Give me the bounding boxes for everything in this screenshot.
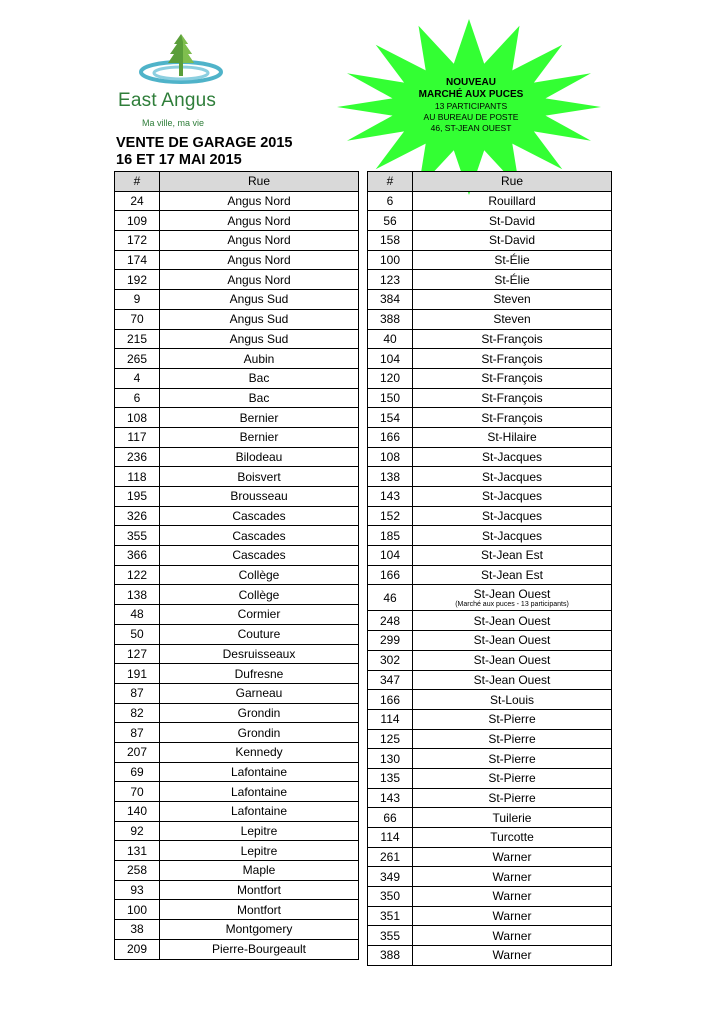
street-name: Bac [160, 368, 359, 388]
civic-number: 70 [115, 309, 160, 329]
table-row [115, 526, 359, 546]
street-name: Garneau [160, 683, 359, 703]
table-row [368, 270, 612, 290]
table-row [115, 664, 359, 684]
civic-number: 104 [368, 546, 413, 566]
civic-number: 50 [115, 624, 160, 644]
street-name: St-Jacques [413, 487, 612, 507]
table-row [368, 729, 612, 749]
civic-number: 349 [368, 867, 413, 887]
civic-number: 6 [368, 191, 413, 211]
table-row [368, 906, 612, 926]
civic-number: 117 [115, 427, 160, 447]
table-row [115, 329, 359, 349]
civic-number: 209 [115, 939, 160, 959]
table-row [368, 926, 612, 946]
civic-number: 87 [115, 723, 160, 743]
civic-number: 123 [368, 270, 413, 290]
table-row [368, 650, 612, 670]
street-name: Angus Nord [160, 250, 359, 270]
table-row [115, 742, 359, 762]
table-row [368, 585, 612, 611]
table-row [115, 644, 359, 664]
table-row [115, 900, 359, 920]
street-name: St-Jacques [413, 447, 612, 467]
street-name: Grondin [160, 723, 359, 743]
civic-number: 6 [115, 388, 160, 408]
street-name: St-Pierre [413, 749, 612, 769]
civic-number: 207 [115, 742, 160, 762]
street-name: St-Jacques [413, 526, 612, 546]
civic-number: 185 [368, 526, 413, 546]
table-row [115, 802, 359, 822]
civic-number: 384 [368, 290, 413, 310]
table-row [368, 211, 612, 231]
civic-number: 351 [368, 906, 413, 926]
table-header-row [115, 172, 359, 192]
civic-number: 135 [368, 768, 413, 788]
table-row [115, 624, 359, 644]
street-name: Warner [413, 926, 612, 946]
civic-number: 191 [115, 664, 160, 684]
street-name: Angus Sud [160, 329, 359, 349]
street-name: Rouillard [413, 191, 612, 211]
table-row [115, 880, 359, 900]
table-row [115, 782, 359, 802]
civic-number: 150 [368, 388, 413, 408]
civic-number: 302 [368, 650, 413, 670]
table-row [368, 447, 612, 467]
table-row [368, 867, 612, 887]
table-row [115, 349, 359, 369]
street-name: Lepitre [160, 841, 359, 861]
street-name: St-Jean Est [413, 546, 612, 566]
street-name: St-Jean Ouest [413, 670, 612, 690]
civic-number: 130 [368, 749, 413, 769]
street-name: St-François [413, 349, 612, 369]
burst-line-2: MARCHÉ AUX PUCES [418, 89, 524, 100]
table-row [368, 388, 612, 408]
civic-number: 355 [368, 926, 413, 946]
street-name: St-Jacques [413, 506, 612, 526]
street-name: Pierre-Bourgeault [160, 939, 359, 959]
civic-number: 265 [115, 349, 160, 369]
table-row [368, 847, 612, 867]
civic-number: 100 [368, 250, 413, 270]
street-name: St-François [413, 388, 612, 408]
street-name: St-Élie [413, 250, 612, 270]
table-row [115, 703, 359, 723]
table-row [368, 231, 612, 251]
table-row [115, 270, 359, 290]
street-column-header: Rue [160, 172, 359, 192]
street-name: Angus Sud [160, 290, 359, 310]
table-row [368, 631, 612, 651]
table-row [115, 939, 359, 959]
table-row [368, 368, 612, 388]
burst-line-3: 13 PARTICIPANTS [434, 101, 508, 111]
street-name: Warner [413, 867, 612, 887]
civic-number: 138 [368, 467, 413, 487]
civic-number: 108 [115, 408, 160, 428]
table-row [115, 762, 359, 782]
table-row [368, 887, 612, 907]
civic-number: 261 [368, 847, 413, 867]
street-name: Collège [160, 585, 359, 605]
street-name: Cascades [160, 546, 359, 566]
number-column-header: # [115, 172, 160, 192]
table-row [368, 768, 612, 788]
table-row [368, 526, 612, 546]
street-name: Desruisseaux [160, 644, 359, 664]
table-row [368, 250, 612, 270]
table-row [368, 749, 612, 769]
civic-number: 366 [115, 546, 160, 566]
street-name: Angus Sud [160, 309, 359, 329]
civic-number: 70 [115, 782, 160, 802]
civic-number: 114 [368, 709, 413, 729]
brand-name: East Angus [118, 90, 217, 111]
civic-number: 166 [368, 565, 413, 585]
street-name: Cormier [160, 605, 359, 625]
table-row [115, 250, 359, 270]
civic-number: 4 [115, 368, 160, 388]
table-row [115, 467, 359, 487]
civic-number: 87 [115, 683, 160, 703]
left-address-table [114, 171, 359, 960]
civic-number: 118 [115, 467, 160, 487]
street-name: St-Pierre [413, 768, 612, 788]
civic-number: 347 [368, 670, 413, 690]
street-name: Lepitre [160, 821, 359, 841]
civic-number: 388 [368, 309, 413, 329]
civic-number: 127 [115, 644, 160, 664]
tree-water-icon [136, 32, 226, 90]
civic-number: 192 [115, 270, 160, 290]
table-row [115, 231, 359, 251]
street-name: Cascades [160, 526, 359, 546]
civic-number: 125 [368, 729, 413, 749]
street-name-text: St-Jean Ouest [473, 586, 551, 601]
civic-number: 131 [115, 841, 160, 861]
table-row [115, 565, 359, 585]
table-row [115, 427, 359, 447]
civic-number: 56 [368, 211, 413, 231]
table-row [115, 309, 359, 329]
street-name: Angus Nord [160, 191, 359, 211]
table-row [115, 211, 359, 231]
new-flea-market-burst [336, 18, 602, 196]
table-row [368, 487, 612, 507]
civic-number: 109 [115, 211, 160, 231]
civic-number: 388 [368, 946, 413, 966]
table-row [368, 808, 612, 828]
civic-number: 143 [368, 487, 413, 507]
table-row [368, 946, 612, 966]
street-name: St-David [413, 211, 612, 231]
table-row [368, 788, 612, 808]
street-name: Cascades [160, 506, 359, 526]
street-name: Brousseau [160, 487, 359, 507]
right-address-table [367, 171, 612, 966]
civic-number: 48 [115, 605, 160, 625]
civic-number: 350 [368, 887, 413, 907]
burst-line-5: 46, ST-JEAN OUEST [430, 123, 512, 133]
street-name: Boisvert [160, 467, 359, 487]
table-row [115, 821, 359, 841]
street-name: St-Jean Ouest [413, 650, 612, 670]
table-row [115, 408, 359, 428]
street-name: Lafontaine [160, 802, 359, 822]
table-row [368, 408, 612, 428]
street-name: Lafontaine [160, 782, 359, 802]
street-column-header: Rue [413, 172, 612, 192]
street-name: St-Pierre [413, 788, 612, 808]
table-row [115, 191, 359, 211]
street-name: St-Jean Ouest [413, 631, 612, 651]
street-name [413, 585, 612, 611]
civic-number: 174 [115, 250, 160, 270]
civic-number: 122 [115, 565, 160, 585]
street-name: Lafontaine [160, 762, 359, 782]
street-name: Angus Nord [160, 270, 359, 290]
civic-number: 93 [115, 880, 160, 900]
civic-number: 166 [368, 690, 413, 710]
street-name: Angus Nord [160, 211, 359, 231]
street-name: St-Élie [413, 270, 612, 290]
street-name: Collège [160, 565, 359, 585]
table-row [368, 690, 612, 710]
street-name: Bernier [160, 408, 359, 428]
street-name: Bilodeau [160, 447, 359, 467]
table-row [368, 709, 612, 729]
street-name: St-François [413, 329, 612, 349]
table-row [115, 585, 359, 605]
civic-number: 299 [368, 631, 413, 651]
table-row [115, 487, 359, 507]
street-name: Grondin [160, 703, 359, 723]
table-row [368, 565, 612, 585]
table-row [368, 309, 612, 329]
number-column-header: # [368, 172, 413, 192]
civic-number: 166 [368, 427, 413, 447]
street-name: Montfort [160, 880, 359, 900]
civic-number: 138 [115, 585, 160, 605]
civic-number: 9 [115, 290, 160, 310]
table-row [115, 841, 359, 861]
table-row [115, 920, 359, 940]
civic-number: 326 [115, 506, 160, 526]
street-name: St-Jacques [413, 467, 612, 487]
street-name: Warner [413, 946, 612, 966]
table-row [368, 828, 612, 848]
street-name: Aubin [160, 349, 359, 369]
civic-number: 104 [368, 349, 413, 369]
civic-number: 40 [368, 329, 413, 349]
table-row [115, 447, 359, 467]
civic-number: 172 [115, 231, 160, 251]
street-name: Warner [413, 847, 612, 867]
civic-number: 195 [115, 487, 160, 507]
table-row [115, 546, 359, 566]
civic-number: 215 [115, 329, 160, 349]
street-name: St-David [413, 231, 612, 251]
table-row [368, 427, 612, 447]
civic-number: 82 [115, 703, 160, 723]
street-name: St-Louis [413, 690, 612, 710]
table-row [368, 329, 612, 349]
street-name: Bernier [160, 427, 359, 447]
east-angus-logo [118, 32, 248, 132]
civic-number: 248 [368, 611, 413, 631]
street-note: (Marché aux puces - 13 participants) [455, 600, 569, 608]
table-row [368, 506, 612, 526]
civic-number: 140 [115, 802, 160, 822]
civic-number: 120 [368, 368, 413, 388]
street-name: St-Pierre [413, 729, 612, 749]
street-name: Angus Nord [160, 231, 359, 251]
civic-number: 69 [115, 762, 160, 782]
street-name: Maple [160, 861, 359, 881]
street-name: Couture [160, 624, 359, 644]
civic-number: 108 [368, 447, 413, 467]
street-name: St-Hilaire [413, 427, 612, 447]
civic-number: 92 [115, 821, 160, 841]
street-name: Montfort [160, 900, 359, 920]
street-name: St-Jean Ouest [413, 611, 612, 631]
burst-text [401, 77, 541, 134]
table-row [368, 546, 612, 566]
civic-number: 154 [368, 408, 413, 428]
street-name: Kennedy [160, 742, 359, 762]
street-name: Warner [413, 887, 612, 907]
page-title [116, 135, 292, 169]
table-row [115, 723, 359, 743]
brand-tagline: Ma ville, ma vie [142, 118, 205, 128]
table-row [115, 605, 359, 625]
table-header-row [368, 172, 612, 192]
street-name: Turcotte [413, 828, 612, 848]
street-name: St-François [413, 408, 612, 428]
street-name: Dufresne [160, 664, 359, 684]
table-row [115, 388, 359, 408]
street-name: Steven [413, 309, 612, 329]
title-line-2: 16 ET 17 MAI 2015 [116, 152, 242, 168]
street-name: Steven [413, 290, 612, 310]
street-name: Tuilerie [413, 808, 612, 828]
table-row [368, 611, 612, 631]
street-name: Montgomery [160, 920, 359, 940]
civic-number: 355 [115, 526, 160, 546]
civic-number: 46 [368, 585, 413, 611]
table-row [115, 290, 359, 310]
table-row [115, 861, 359, 881]
street-name: St-Jean Est [413, 565, 612, 585]
civic-number: 158 [368, 231, 413, 251]
street-name: Bac [160, 388, 359, 408]
title-line-1: VENTE DE GARAGE 2015 [116, 135, 293, 151]
table-row [115, 506, 359, 526]
table-row [115, 368, 359, 388]
civic-number: 66 [368, 808, 413, 828]
table-row [115, 683, 359, 703]
civic-number: 38 [115, 920, 160, 940]
civic-number: 24 [115, 191, 160, 211]
street-name: Warner [413, 906, 612, 926]
burst-line-1: NOUVEAU [445, 77, 496, 88]
table-row [368, 191, 612, 211]
civic-number: 258 [115, 861, 160, 881]
civic-number: 236 [115, 447, 160, 467]
civic-number: 114 [368, 828, 413, 848]
street-name: St-Pierre [413, 709, 612, 729]
street-name: St-François [413, 368, 612, 388]
table-row [368, 349, 612, 369]
table-row [368, 670, 612, 690]
burst-line-4: AU BUREAU DE POSTE [423, 112, 519, 122]
civic-number: 143 [368, 788, 413, 808]
civic-number: 152 [368, 506, 413, 526]
table-row [368, 290, 612, 310]
civic-number: 100 [115, 900, 160, 920]
table-row [368, 467, 612, 487]
